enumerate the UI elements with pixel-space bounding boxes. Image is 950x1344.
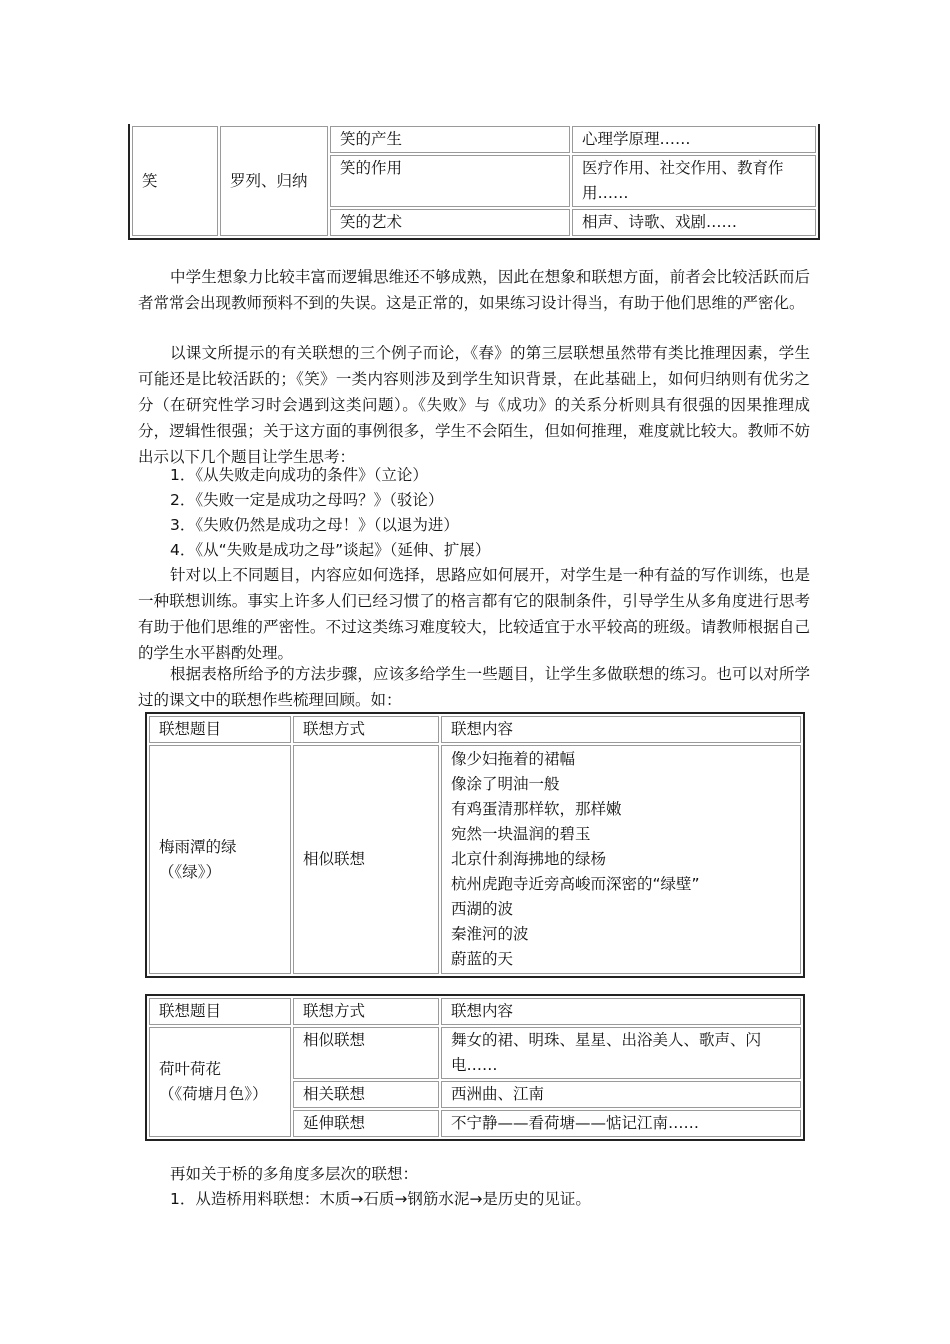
- topic-title: 荷叶荷花: [159, 1060, 222, 1078]
- paragraph: 针对以上不同题目，内容应如何选择，思路应如何展开，对学生是一种有益的写作训练，也是一种联想训练。事实上许多人们已经习惯了的格言都有它的限制条件，引导学生从多角度进行思考有助于他们思维的严密性。不过这类练习难度较大，比较适宜于水平较高的班级。请教师根据自己的学生水平斟酌处理。: [138, 566, 810, 662]
- content-line: 西湖的波: [451, 900, 514, 918]
- topic-list-item: 4．《从“失败是成功之母”谈起》（延伸、扩展）: [170, 541, 491, 559]
- topic-source: （《荷塘月色》）: [159, 1085, 268, 1103]
- content-line: 北京什刹海拂地的绿杨: [451, 850, 607, 868]
- green-topic: [149, 745, 291, 974]
- bridge-list-item: 1．从造桥用料联想：木质→石质→钢筋水泥→是历史的见证。: [170, 1190, 591, 1208]
- laugh-content: 心理学原理……: [572, 126, 816, 153]
- laugh-aspect: 笑的产生: [330, 126, 570, 153]
- topic-list-item: 2．《失败一定是成功之母吗？》（驳论）: [170, 491, 444, 509]
- topic-list-item: 3．《失败仍然是成功之母！》（以退为进）: [170, 516, 459, 534]
- green-method: 相似联想: [293, 745, 439, 974]
- lotus-association-table: [145, 994, 805, 1141]
- green-contents: [441, 745, 801, 974]
- laugh-content: 医疗作用、社交作用、教育作用……: [572, 155, 816, 207]
- header-method: 联想方式: [293, 998, 439, 1025]
- laugh-method: 罗列、归纳: [220, 126, 328, 236]
- lotus-content: 西洲曲、江南: [441, 1081, 801, 1108]
- content-line: 杭州虎跑寺近旁高峻而深密的“绿壁”: [451, 875, 700, 893]
- header-method: 联想方式: [293, 716, 439, 743]
- laugh-content: 相声、诗歌、戏剧……: [572, 209, 816, 236]
- lotus-content: 不宁静——看荷塘——惦记江南……: [441, 1110, 801, 1137]
- laugh-topic: 笑: [132, 126, 218, 236]
- content-line: 有鸡蛋清那样软，那样嫩: [451, 800, 622, 818]
- laugh-table: [128, 124, 820, 240]
- paragraph: 中学生想象力比较丰富而逻辑思维还不够成熟，因此在想象和联想方面，前者会比较活跃而后者常常会出现教师预料不到的失误。这是正常的，如果练习设计得当，有助于他们思维的严密化。: [138, 268, 810, 312]
- laugh-aspect: 笑的艺术: [330, 209, 570, 236]
- laugh-aspect: 笑的作用: [330, 155, 570, 207]
- topic-source: （《绿》）: [159, 862, 222, 881]
- lotus-topic: [149, 1027, 291, 1137]
- header-topic: 联想题目: [149, 716, 291, 743]
- green-association-table: [145, 712, 805, 978]
- header-content: 联想内容: [441, 716, 801, 743]
- paragraph: 根据表格所给予的方法步骤，应该多给学生一些题目，让学生多做联想的练习。也可以对所学过的课文中的联想作些梳理回顾。如：: [138, 665, 810, 709]
- lotus-content: 舞女的裙、明珠、星星、出浴美人、歌声、闪电……: [441, 1027, 801, 1079]
- paragraph: 以课文所提示的有关联想的三个例子而论，《春》的第三层联想虽然带有类比推理因素，学生可能还是比较活跃的；《笑》一类内容则涉及到学生知识背景，在此基础上，如何归纳则有优劣之分（在研究性学习时会遇到这类问题）。《失败》与《成功》的关系分析则具有很强的因果推理成分，逻辑性很强；关于这方面的事例很多，学生不会陌生，但如何推理，难度就比较大。教师不妨出示以下几个题目让学生思考：: [138, 344, 810, 466]
- content-line: 像涂了明油一般: [451, 775, 560, 793]
- header-content: 联想内容: [441, 998, 801, 1025]
- content-line: 秦淮河的波: [451, 925, 529, 943]
- content-line: 宛然一块温润的碧玉: [451, 825, 591, 843]
- content-line: 蔚蓝的天: [451, 950, 514, 968]
- lotus-method: 相似联想: [293, 1027, 439, 1079]
- header-topic: 联想题目: [149, 998, 291, 1025]
- topic-list-item: 1．《从失败走向成功的条件》（立论）: [170, 466, 428, 484]
- content-line: 像少妇拖着的裙幅: [451, 750, 576, 768]
- topic-title: 梅雨潭的绿: [159, 837, 237, 856]
- paragraph: 再如关于桥的多角度多层次的联想：: [170, 1165, 419, 1183]
- lotus-method: 相关联想: [293, 1081, 439, 1108]
- lotus-method: 延伸联想: [293, 1110, 439, 1137]
